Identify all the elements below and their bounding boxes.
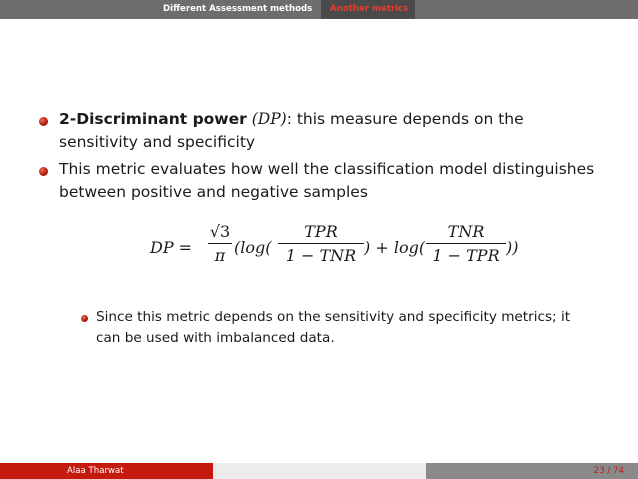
footer-page-box <box>426 463 638 479</box>
formula-lhs: DP = <box>150 238 193 257</box>
bullet-text-line2: between positive and negative samples <box>59 183 368 201</box>
footer-title-box <box>213 463 426 479</box>
bullet-discriminant-power <box>59 108 619 154</box>
bullet-metric-evaluation <box>59 158 619 204</box>
fraction-bar <box>208 243 232 244</box>
formula-tpr-denominator: 1 − TNR <box>285 246 357 265</box>
bullet-text-line1: This metric evaluates how well the classification model distinguishes <box>59 160 595 178</box>
discriminant-power-formula <box>150 222 530 276</box>
fraction-bar <box>278 243 364 244</box>
sub-bullet-icon <box>81 315 88 322</box>
formula-tpr-numerator: TPR <box>304 222 338 241</box>
bullet-icon <box>39 167 48 176</box>
fraction-bar <box>426 243 506 244</box>
top-navigation-bar <box>0 0 638 19</box>
sub-bullet-line1: Since this metric depends on the sensitivity and specificity metrics; it <box>96 309 571 325</box>
bullet-icon <box>39 117 48 126</box>
formula-tpr-fraction <box>278 222 364 265</box>
sub-bullet-imbalanced-data <box>96 307 616 349</box>
nav-section-assessment-methods[interactable]: Different Assessment methods <box>163 4 313 14</box>
formula-tnr-denominator: 1 − TPR <box>432 246 500 265</box>
formula-close: )) <box>506 238 519 257</box>
bullet-text-line2: sensitivity and specificity <box>59 133 256 151</box>
footer-author-box <box>0 463 213 479</box>
formula-log-open: (log( <box>234 238 272 257</box>
formula-sqrt3: √3 <box>209 222 231 241</box>
nav-active-section-box <box>321 0 415 19</box>
formula-tnr-fraction <box>426 222 506 265</box>
formula-plus-log: ) + log( <box>364 238 426 257</box>
bullet-text-line1: : this measure depends on the <box>286 110 524 128</box>
sub-bullet-line2: can be used with imbalanced data. <box>96 330 335 346</box>
footer-author: Alaa Tharwat <box>67 466 124 476</box>
formula-tnr-numerator: TNR <box>447 222 485 241</box>
bullet-bold-term: 2-Discriminant power <box>59 110 247 128</box>
footer-page-number: 23 / 74 <box>593 466 624 476</box>
formula-pi: π <box>214 246 226 265</box>
formula-coefficient-fraction <box>208 222 232 265</box>
math-dp-symbol: (DP) <box>251 110 287 128</box>
nav-section-another-metrics[interactable]: Another metrics <box>330 4 409 14</box>
